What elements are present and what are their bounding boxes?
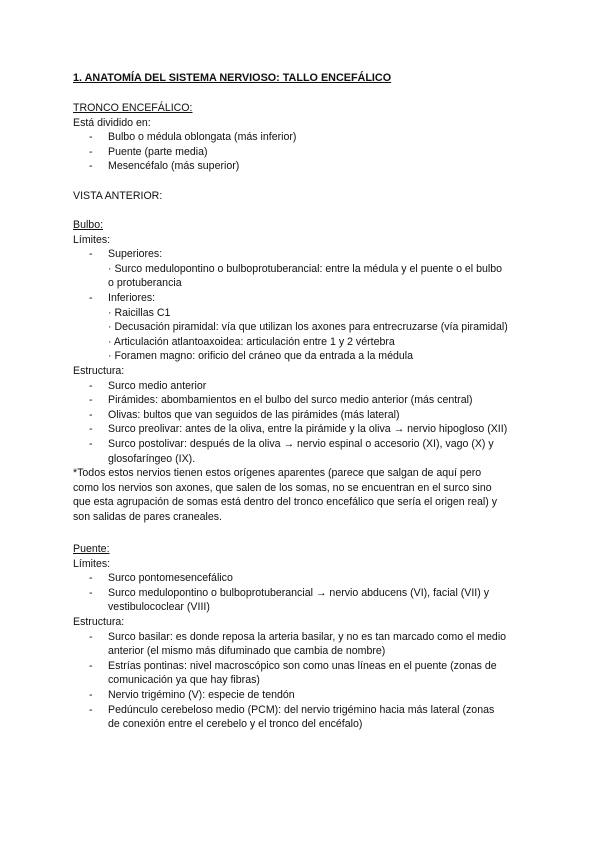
- bulbo-heading: Bulbo:: [73, 219, 104, 231]
- inferiores-label: - Inferiores:: [108, 291, 156, 304]
- list-item-line: comunicación ya que hay fibras): [108, 674, 260, 687]
- list-item: [73, 437, 533, 466]
- puente-estructura-list: [73, 630, 533, 732]
- list-item: [73, 630, 533, 659]
- puente-limites-label: Límites:: [73, 557, 111, 570]
- tronco-list: [73, 130, 533, 174]
- list-item-line: de conexión entre el cerebelo y el tronco del encéfalo): [108, 718, 363, 731]
- list-item: - Surco pontomesencefálico: [73, 571, 533, 586]
- tronco-heading: TRONCO ENCEFÁLICO:: [73, 102, 193, 114]
- puente-heading: Puente:: [73, 543, 110, 555]
- bulbo-estructura-list: [73, 379, 533, 467]
- note-line: como los nervios son axones, que salen de los somas, no se encuentran en el surco sino: [73, 481, 492, 494]
- list-item-line: - Pedúnculo cerebeloso medio (PCM): del nervio trigémino hacia más lateral (zonas: [108, 703, 495, 716]
- note-line: *Todos estos nervios tienen estos orígenes aparentes (parece que salgan de aquí pero: [73, 467, 482, 480]
- tronco-intro: Está dividido en:: [73, 116, 151, 129]
- list-item: [73, 659, 533, 688]
- bulbo-limites-label: Límites:: [73, 233, 111, 246]
- superiores-text: · Surco medulopontino o bulboprotuberancial: entre la médula y el puente o el bulbo: [108, 262, 503, 275]
- list-item: - Pirámides: abombamientos en el bulbo del surco medio anterior (más central): [73, 393, 533, 408]
- list-item: [73, 586, 533, 615]
- inferiores-item: · Raicillas C1: [108, 306, 171, 319]
- bulbo-note: [73, 466, 523, 524]
- list-item-line: - Surco medulopontino o bulboprotuberancial → nervio abducens (VI), facial (VII) y: [108, 586, 489, 599]
- inferiores-item: · Articulación atlantoaxoidea: articulación entre 1 y 2 vértebra: [108, 335, 395, 348]
- list-item: - Mesencéfalo (más superior): [73, 159, 533, 174]
- bulbo-estructura-label: Estructura:: [73, 364, 125, 377]
- list-item-line: - Surco basilar: es donde reposa la arteria basilar, y no es tan marcado como el medio: [108, 630, 507, 643]
- list-item: - Olivas: bultos que van seguidos de las pirámides (más lateral): [73, 408, 533, 423]
- superiores-text-cont: o protuberancia: [108, 277, 182, 290]
- superiores-label: - Superiores:: [108, 248, 163, 261]
- puente-estructura-label: Estructura:: [73, 615, 125, 628]
- bulbo-section: [73, 218, 533, 524]
- list-item: - Surco preolivar: antes de la oliva, entre la pirámide y la oliva → nervio hipogloso (XII): [73, 422, 533, 437]
- list-item: - Surco medio anterior: [73, 379, 533, 394]
- list-item-line: vestibulococlear (VIII): [108, 601, 210, 614]
- tronco-section: [73, 101, 533, 174]
- document-title: 1. ANATOMÍA DEL SISTEMA NERVIOSO: TALLO ENCEFÁLICO: [73, 72, 392, 84]
- inferiores-item: · Foramen magno: orificio del cráneo que da entrada a la médula: [108, 350, 414, 363]
- vista-anterior-heading: VISTA ANTERIOR:: [73, 190, 163, 202]
- list-item: [73, 247, 533, 291]
- list-item-line: glosofaríngeo (IX).: [108, 452, 196, 465]
- note-line: son salidas de pares craneales.: [73, 510, 222, 523]
- list-item-line: anterior (el mismo más difuminado que cambia de nombre): [108, 645, 386, 658]
- list-item: - Bulbo o médula oblongata (más inferior): [73, 130, 533, 145]
- list-item: [73, 291, 533, 364]
- list-item: - Nervio trigémino (V): especie de tendón: [73, 688, 533, 703]
- list-item: [73, 703, 533, 732]
- inferiores-item: · Decusación piramidal: vía que utilizan los axones para entrecruzarse (vía piramidal): [108, 321, 508, 334]
- list-item-line: - Surco postolivar: después de la oliva → nervio espinal o accesorio (XI), vago (X) y: [108, 437, 494, 450]
- list-item: - Puente (parte media): [73, 145, 533, 160]
- bulbo-limites-list: [73, 247, 533, 364]
- list-item-line: - Estrías pontinas: nivel macroscópico son como unas líneas en el puente (zonas de: [108, 659, 497, 672]
- puente-limites-list: [73, 571, 533, 615]
- puente-section: [73, 542, 533, 732]
- note-line: que esta agrupación de somas está dentro del tronco encefálico que sería el origen real) y: [73, 496, 498, 509]
